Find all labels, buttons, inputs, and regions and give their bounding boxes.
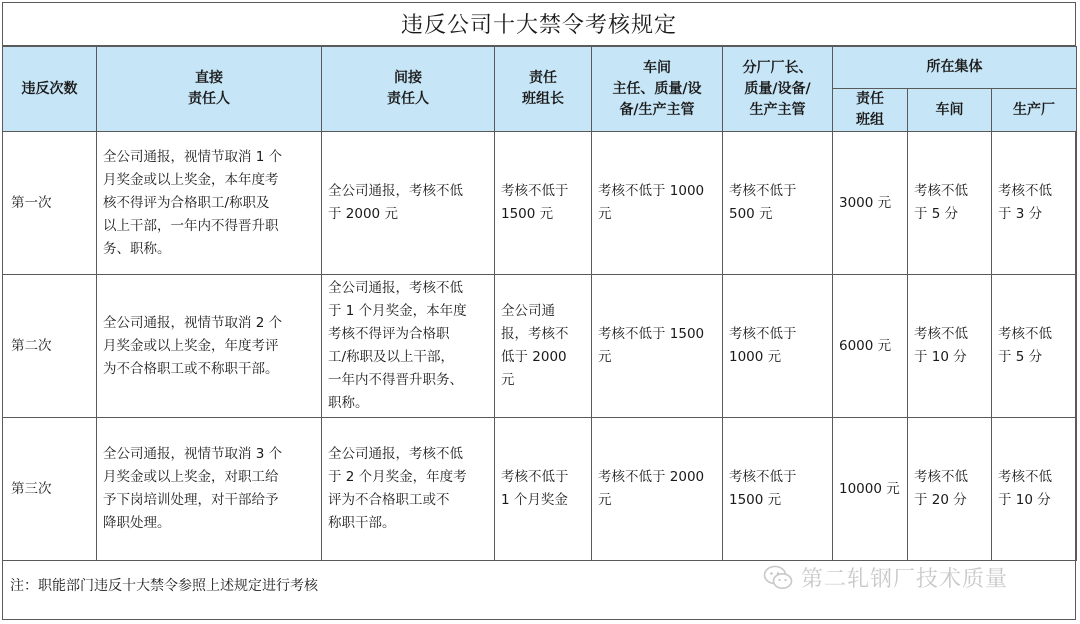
cell-line: 考核不低 [914, 326, 968, 342]
cell-line: 1500 元 [501, 206, 554, 222]
header-direct-line1: 直接 [195, 70, 223, 86]
collective-team-cell: 6000 元 [833, 275, 908, 418]
cell-line: 于 5 分 [914, 206, 959, 222]
cell-line: 考核不低 [998, 469, 1052, 485]
branch-manager-cell [723, 418, 833, 561]
cell-line: 一年内不得晋升职务、 [328, 372, 463, 388]
cell-line: 元 [598, 492, 612, 508]
table-row [3, 275, 1077, 418]
cell-line: 职称。 [328, 395, 369, 411]
table-row [3, 132, 1077, 275]
cell-line: 以上干部，一年内不得晋升职 [103, 217, 279, 234]
header-branch-line2: 质量/设备/ [744, 80, 811, 97]
cell-line: 于 20 分 [914, 492, 967, 508]
count-cell: 第三次 [3, 418, 97, 561]
count-cell: 第一次 [3, 132, 97, 275]
cell-line: 元 [501, 372, 515, 388]
collective-team-cell: 10000 元 [833, 418, 908, 561]
cell-line: 于 1 个月奖金，本年度 [328, 303, 467, 319]
cell-line: 工/称职及以上干部， [328, 349, 455, 365]
cell-line: 全公司通报，考核不低 [328, 183, 463, 199]
cell-line: 于 10 分 [998, 492, 1051, 508]
header-workshop-line2: 主任、质量/设 [612, 80, 702, 97]
collective-workshop-cell [908, 275, 992, 418]
cell-line: 考核不低于 [501, 469, 569, 485]
header-branch [723, 47, 833, 132]
header-team-leader [495, 47, 592, 132]
header-sub-team [833, 89, 908, 132]
cell-line: 予下岗培训处理，对干部给予 [103, 492, 279, 508]
cell-line: 考核不低于 2000 [598, 469, 705, 485]
table-row [3, 418, 1077, 561]
cell-line: 全公司通报，视情节取消 3 个 [103, 446, 283, 462]
cell-line: 1500 元 [729, 492, 782, 508]
cell-line: 全公司通 [501, 303, 555, 319]
regulation-table [2, 46, 1077, 561]
collective-team-cell: 3000 元 [833, 132, 908, 275]
cell-line: 考核不低 [998, 326, 1052, 342]
cell-line: 于 2 个月奖金，年度考 [328, 469, 467, 485]
collective-plant-cell [992, 418, 1077, 561]
header-sub-team-line2: 班组 [856, 112, 884, 128]
header-workshop-line1: 车间 [643, 59, 671, 76]
cell-line: 报，考核不 [501, 326, 569, 342]
cell-line: 1 个月奖金 [501, 492, 568, 508]
header-sub-plant: 生产厂 [992, 89, 1077, 132]
header-branch-line3: 生产主管 [749, 101, 806, 118]
header-count: 违反次数 [3, 47, 97, 132]
cell-line: 核不得评为合格职工/称职及 [103, 194, 270, 211]
cell-line: 月奖金或以上奖金，年度考评 [103, 337, 279, 354]
header-sub-workshop: 车间 [908, 89, 992, 132]
cell-line: 务、职称。 [103, 240, 171, 257]
cell-line: 月奖金或以上奖金，本年度考 [103, 171, 279, 188]
cell-line: 考核不得评为合格职 [328, 326, 450, 342]
header-indirect-line2: 责任人 [387, 91, 429, 107]
watermark-text: 第二轧钢厂技术质量 [801, 567, 1009, 592]
cell-line: 500 元 [729, 206, 773, 222]
team-leader-cell [495, 275, 592, 418]
header-collective: 所在集体 [833, 47, 1077, 89]
cell-line: 元 [598, 206, 612, 222]
collective-workshop-cell [908, 132, 992, 275]
header-team-leader-line1: 责任 [529, 70, 557, 86]
cell-line: 月奖金或以上奖金，对职工给 [103, 469, 279, 485]
header-direct [97, 47, 322, 132]
direct-responsible-cell [97, 275, 322, 418]
cell-line: 全公司通报，视情节取消 2 个 [103, 314, 283, 331]
cell-line: 全公司通报，考核不低 [328, 280, 463, 296]
cell-line: 考核不低 [914, 469, 968, 485]
branch-manager-cell [723, 132, 833, 275]
cell-line: 考核不低于 [729, 326, 797, 342]
header-sub-team-line1: 责任 [856, 91, 884, 107]
cell-line: 低于 2000 [501, 349, 567, 365]
branch-manager-cell [723, 275, 833, 418]
cell-line: 于 3 分 [998, 206, 1043, 222]
workshop-director-cell [592, 132, 723, 275]
header-direct-line2: 责任人 [188, 91, 230, 107]
cell-line: 考核不低 [914, 183, 968, 199]
indirect-responsible-cell [322, 418, 495, 561]
workshop-director-cell [592, 275, 723, 418]
cell-line: 考核不低 [998, 183, 1052, 199]
collective-plant-cell [992, 275, 1077, 418]
cell-line: 于 5 分 [998, 349, 1043, 365]
cell-line: 考核不低于 [501, 183, 569, 199]
cell-line: 元 [598, 349, 612, 365]
cell-line: 全公司通报，考核不低 [328, 446, 463, 462]
cell-line: 评为不合格职工或不 [328, 492, 450, 508]
header-indirect [322, 47, 495, 132]
cell-line: 考核不低于 1500 [598, 326, 705, 342]
page-title: 违反公司十大禁令考核规定 [2, 2, 1076, 46]
workshop-director-cell [592, 418, 723, 561]
watermark [763, 562, 1008, 593]
collective-plant-cell [992, 132, 1077, 275]
header-team-leader-line2: 班组长 [522, 91, 564, 107]
cell-line: 于 2000 元 [328, 206, 398, 222]
cell-line: 称职干部。 [328, 515, 396, 531]
header-branch-line1: 分厂厂长、 [742, 59, 813, 76]
header-workshop-line3: 备/生产主管 [619, 101, 695, 118]
team-leader-cell [495, 132, 592, 275]
count-cell: 第二次 [3, 275, 97, 418]
cell-line: 1000 元 [729, 349, 782, 365]
cell-line: 于 10 分 [914, 349, 967, 365]
cell-line: 考核不低于 [729, 183, 797, 199]
indirect-responsible-cell [322, 132, 495, 275]
header-workshop [592, 47, 723, 132]
cell-line: 考核不低于 1000 [598, 183, 705, 199]
cell-line: 全公司通报，视情节取消 1 个 [103, 148, 283, 165]
collective-workshop-cell [908, 418, 992, 561]
indirect-responsible-cell [322, 275, 495, 418]
header-indirect-line1: 间接 [394, 70, 422, 86]
wechat-icon [763, 565, 793, 591]
cell-line: 考核不低于 [729, 469, 797, 485]
footnote: 注：职能部门违反十大禁令参照上述规定进行考核 [10, 578, 318, 594]
direct-responsible-cell [97, 132, 322, 275]
cell-line: 为不合格职工或不称职干部。 [103, 360, 279, 377]
team-leader-cell [495, 418, 592, 561]
cell-line: 降职处理。 [103, 515, 171, 531]
direct-responsible-cell [97, 418, 322, 561]
